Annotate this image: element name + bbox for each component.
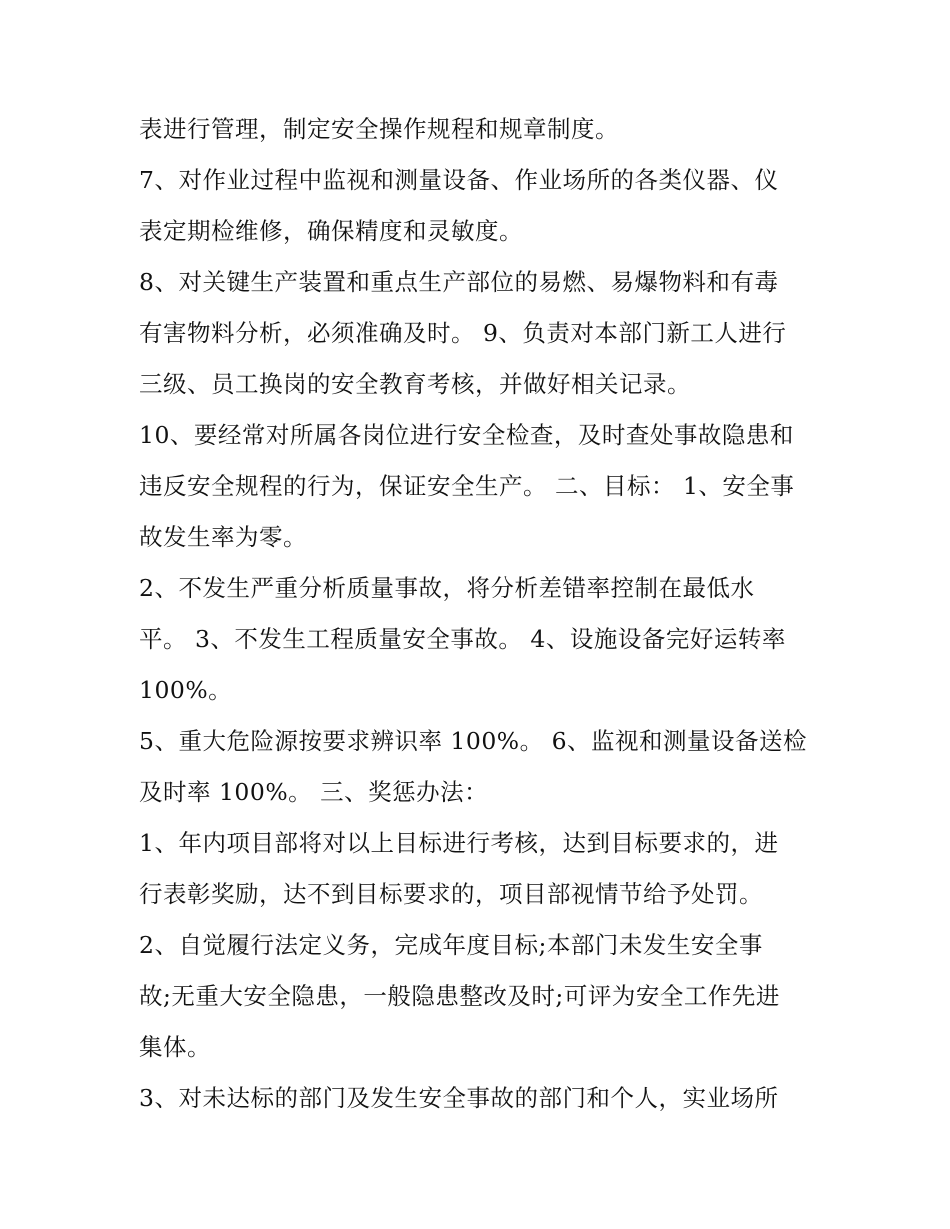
text-line: 3、对未达标的部门及发生安全事故的部门和个人，实业场所: [139, 1084, 779, 1112]
text-line: 集体。: [139, 1033, 211, 1061]
text-line: 2、不发生严重分析质量事故，将分析差错率控制在最低水: [139, 574, 755, 602]
text-line: 有害物料分析，必须准确及时。 9、负责对本部门新工人进行: [139, 319, 787, 347]
text-line: 违反安全规程的行为，保证安全生产。 二、目标： 1、安全事: [139, 472, 795, 500]
text-line: 平。 3、不发生工程质量安全事故。 4、设施设备完好运转率: [139, 625, 786, 653]
document-body: [139, 104, 839, 1124]
text-line: 5、重大危险源按要求辨识率 100%。 6、监视和测量设备送检: [139, 727, 808, 755]
text-line: 故;无重大安全隐患，一般隐患整改及时;可评为安全工作先进: [139, 982, 780, 1010]
text-line: 故发生率为零。: [139, 523, 307, 551]
text-line: 1、年内项目部将对以上目标进行考核，达到目标要求的，进: [139, 829, 779, 857]
text-line: 100%。: [139, 676, 233, 704]
text-line: 三级、员工换岗的安全教育考核，并做好相关记录。: [139, 370, 691, 398]
text-line: 2、自觉履行法定义务，完成年度目标;本部门未发生安全事: [139, 931, 763, 959]
text-line: 表进行管理，制定安全操作规程和规章制度。: [139, 115, 619, 143]
text-line: 行表彰奖励，达不到目标要求的，项目部视情节给予处罚。: [139, 880, 763, 908]
text-line: 8、对关键生产装置和重点生产部位的易燃、易爆物料和有毒: [139, 268, 779, 296]
text-line: 表定期检维修，确保精度和灵敏度。: [139, 217, 523, 245]
text-line: 10、要经常对所属各岗位进行安全检查，及时查处事故隐患和: [139, 421, 794, 449]
text-line: 及时率 100%。 三、奖惩办法：: [139, 778, 489, 806]
text-line: 7、对作业过程中监视和测量设备、作业场所的各类仪器、仪: [139, 166, 779, 194]
